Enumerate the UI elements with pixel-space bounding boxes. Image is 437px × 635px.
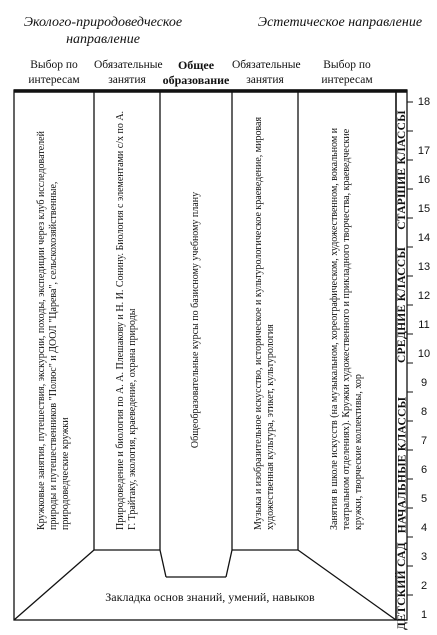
col1-text: Кружковые занятия, путешествия, экскурсии, походы, экспедиции через клуб исследователей природы и путешественников "Полюс" и ДООЛ "Царева", сельскохозяйственные, природоведческие кружки [36, 131, 71, 530]
year-4: 4 [420, 522, 428, 534]
year-16: 16 [417, 174, 431, 186]
year-12: 12 [417, 290, 431, 302]
col2-text: Природоведение и биология по А. А. Плешакову и Н. И. Сонину. Биология с элементами с/х по А. Г. Трайтаку, экология, краеведение, охрана природы [115, 110, 138, 530]
direction-aesthetic: Эстетическое направление [257, 15, 423, 30]
col5-text: Занятия в школе искусств (на музыкальном, хореографическом, художественном, вокальном и театральном отделениях). Кружки художественного и прикладного творчества, краеведческие кружки, творческие коллективы, хор [329, 127, 364, 530]
col4-text: Музыка и изобразительное искусство, историческое и культурологическое краеведение, мировая художественная культура, этикет, культурология [253, 116, 276, 530]
year-11: 11 [418, 319, 430, 331]
col3-text: Общеобразовательные курсы по базисному учебному плану [190, 191, 201, 449]
year-3: 3 [420, 551, 428, 563]
col2-cell [94, 95, 160, 545]
year-13: 13 [417, 261, 431, 273]
col1-cell [14, 95, 94, 545]
direction-ecology: Эколого-природоведческое направление [23, 15, 183, 47]
header-col2: Обязательные занятия [94, 59, 163, 86]
base-label: Закладка основ знаний, умений, навыков [105, 590, 315, 604]
year-9: 9 [420, 377, 428, 389]
year-14: 14 [417, 232, 431, 244]
col5-cell [298, 95, 396, 545]
stage-kindergarten-cell [395, 542, 409, 630]
year-17: 17 [417, 145, 431, 157]
year-5: 5 [420, 493, 428, 505]
header-col4: Обязательные занятия [232, 59, 301, 86]
year-6: 6 [420, 464, 428, 476]
stage-senior: СТАРШИЕ КЛАССЫ [396, 110, 408, 230]
header-col1: Выбор по интересам [28, 59, 80, 86]
stage-middle: СРЕДНИЕ КЛАССЫ [396, 246, 408, 364]
stage-kindergarten: ДЕТСКИЙ САД [396, 542, 409, 630]
stage-primary: НАЧАЛЬНЫЕ КЛАССЫ [396, 396, 409, 534]
year-7: 7 [420, 435, 428, 447]
stage-primary-cell [395, 380, 409, 550]
year-10: 10 [417, 348, 431, 360]
col3-cell [160, 95, 232, 545]
header-col3: Общее образование [162, 58, 230, 87]
year-18: 18 [417, 96, 431, 108]
year-8: 8 [420, 406, 428, 418]
year-1: 1 [420, 609, 428, 621]
stage-middle-cell [395, 235, 409, 375]
year-2: 2 [420, 580, 428, 592]
header-col5: Выбор по интересам [321, 59, 373, 86]
stage-senior-cell [395, 100, 409, 240]
col4-cell [232, 95, 298, 545]
year-15: 15 [417, 203, 431, 215]
